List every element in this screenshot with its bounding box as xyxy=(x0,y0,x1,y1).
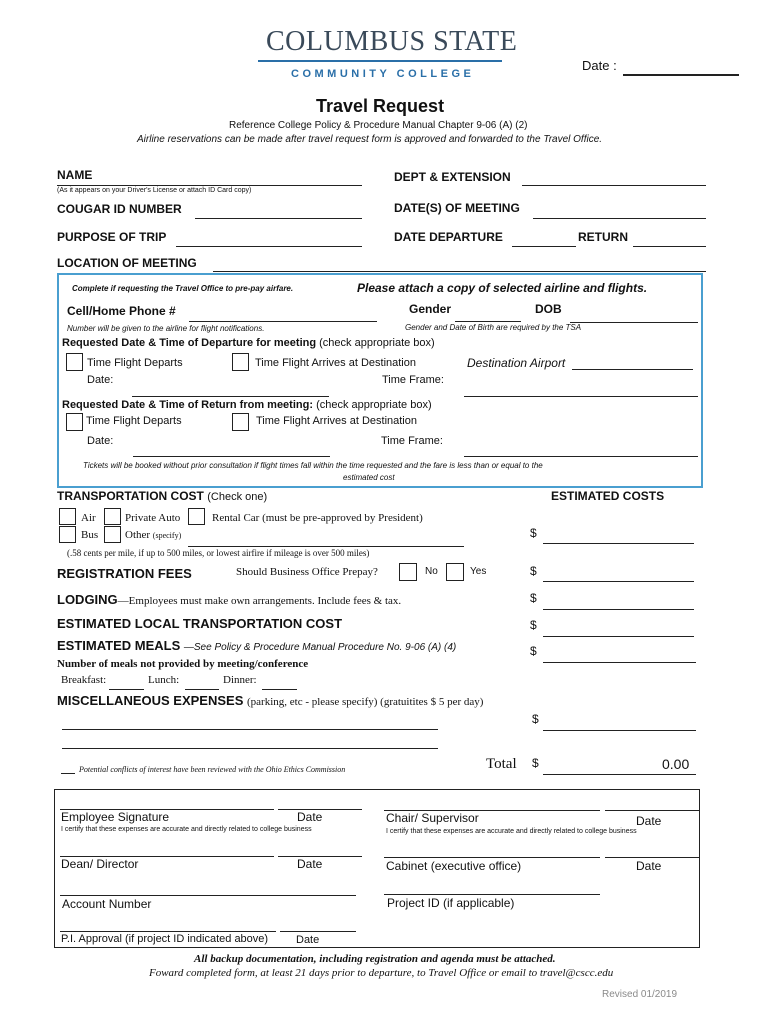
project-id-label: Project ID (if applicable) xyxy=(387,896,515,910)
prepay-yes-checkbox[interactable] xyxy=(446,563,464,581)
transport-other-text: Other xyxy=(125,529,151,541)
chair-date-label: Date xyxy=(636,814,662,828)
date-label: Date : xyxy=(582,58,617,73)
pi-date-label: Date xyxy=(296,934,320,946)
lunch-count-field[interactable] xyxy=(185,689,219,690)
transport-private-auto-label: Private Auto xyxy=(125,512,181,524)
destination-airport-field[interactable] xyxy=(572,369,693,370)
gender-label: Gender xyxy=(409,302,452,316)
departure-time-departs-label: Time Flight Departs xyxy=(87,357,183,369)
dinner-count-field[interactable] xyxy=(262,689,297,690)
meeting-dates-field[interactable] xyxy=(533,218,706,219)
meals-count-label: Number of meals not provided by meeting/conference xyxy=(57,658,309,670)
booking-note-line-1: Tickets will be booked without prior consultation if flight times fall within the time requested and the fare is less than or equal to the xyxy=(83,461,543,470)
total-dollar-sign: $ xyxy=(532,756,539,770)
meals-label: ESTIMATED MEALS xyxy=(57,638,181,653)
cabinet-label: Cabinet (executive office) xyxy=(386,859,522,873)
transport-cost-field[interactable] xyxy=(543,543,694,544)
prepay-no-checkbox[interactable] xyxy=(399,563,417,581)
prepay-question: Should Business Office Prepay? xyxy=(236,566,378,578)
cougar-id-field[interactable] xyxy=(195,218,362,219)
transport-dollar-sign: $ xyxy=(530,526,537,540)
departure-request-heading-rest: (check appropriate box) xyxy=(319,337,435,349)
prepay-airfare-note: Complete if requesting the Travel Office to pre-pay airfare. xyxy=(72,284,294,293)
meeting-location-label: LOCATION OF MEETING xyxy=(57,256,197,270)
dob-label: DOB xyxy=(535,302,562,316)
account-number-label: Account Number xyxy=(62,897,152,911)
account-number-field[interactable] xyxy=(60,895,356,896)
registration-fees-label: REGISTRATION FEES xyxy=(57,566,192,581)
employee-certification: I certify that these expenses are accurate and directly related to college business xyxy=(61,826,312,833)
registration-dollar-sign: $ xyxy=(530,564,537,578)
local-transport-cost-field[interactable] xyxy=(543,636,694,637)
departure-date-label: DATE DEPARTURE xyxy=(394,230,503,244)
purpose-field[interactable] xyxy=(176,246,362,247)
cabinet-signature-field[interactable] xyxy=(384,857,600,858)
misc-expenses-label: MISCELLANEOUS EXPENSES xyxy=(57,693,244,708)
cabinet-date-label: Date xyxy=(636,859,662,873)
gender-dob-note: Gender and Date of Birth are required by the TSA xyxy=(405,323,582,332)
airline-reservation-note: Airline reservations can be made after travel request form is approved and forwarded to the Travel Office. xyxy=(137,134,603,145)
return-date-field[interactable] xyxy=(633,246,706,247)
local-transport-label: ESTIMATED LOCAL TRANSPORTATION COST xyxy=(57,616,343,631)
chair-certification: I certify that these expenses are accurate and directly related to college business xyxy=(386,828,637,835)
logo-divider xyxy=(258,60,502,62)
cabinet-date-field[interactable] xyxy=(605,857,699,858)
gender-field[interactable] xyxy=(455,321,521,322)
transport-rental-car-label: Rental Car (must be pre-approved by President) xyxy=(212,512,423,524)
departure-time-frame-field[interactable] xyxy=(464,396,698,397)
prepay-no-label: No xyxy=(425,566,438,577)
transport-other-specify: (specify) xyxy=(152,531,182,540)
chair-date-field[interactable] xyxy=(605,810,699,811)
transport-other-checkbox[interactable] xyxy=(104,526,121,543)
transport-bus-label: Bus xyxy=(81,529,99,541)
departure-time-arrives-label: Time Flight Arrives at Destination xyxy=(255,357,416,369)
dept-extension-label: DEPT & EXTENSION xyxy=(394,170,511,184)
misc-dollar-sign: $ xyxy=(532,712,539,726)
return-date-time-field[interactable] xyxy=(133,456,330,457)
total-value: 0.00 xyxy=(662,756,690,772)
return-date-label: RETURN xyxy=(578,230,628,244)
conflict-note: Potential conflicts of interest have been reviewed with the Ohio Ethics Commission xyxy=(79,765,346,774)
transport-other-label xyxy=(125,529,181,541)
departure-request-heading xyxy=(62,337,435,349)
departure-time-frame-label: Time Frame: xyxy=(382,374,444,386)
departure-date-time-field[interactable] xyxy=(132,396,329,397)
forward-form-note: Foward completed form, at least 21 days prior to departure, to Travel Office or email to travel@cscc.edu xyxy=(149,967,614,979)
prepay-yes-label: Yes xyxy=(470,566,487,577)
pi-approval-label: P.I. Approval (if project ID indicated above) xyxy=(61,933,269,945)
transport-air-checkbox[interactable] xyxy=(59,508,76,525)
transport-rental-car-checkbox[interactable] xyxy=(188,508,205,525)
purpose-label: PURPOSE OF TRIP xyxy=(57,230,167,244)
local-transport-dollar-sign: $ xyxy=(530,618,537,632)
chair-supervisor-label: Chair/ Supervisor xyxy=(386,811,479,825)
phone-label: Cell/Home Phone # xyxy=(67,304,176,318)
return-time-arrives-checkbox[interactable] xyxy=(232,413,249,431)
college-logo-subtitle: COMMUNITY COLLEGE xyxy=(291,68,475,80)
registration-cost-field[interactable] xyxy=(543,581,694,582)
dinner-label: Dinner: xyxy=(223,674,257,686)
pi-date-field[interactable] xyxy=(280,931,356,932)
departure-time-arrives-checkbox[interactable] xyxy=(232,353,249,371)
return-request-heading-rest: (check appropriate box) xyxy=(316,399,432,411)
policy-reference: Reference College Policy & Procedure Manual Chapter 9-06 (A) (2) xyxy=(229,120,528,131)
estimated-costs-heading: ESTIMATED COSTS xyxy=(551,489,665,503)
lodging-heading xyxy=(57,592,401,607)
return-time-departs-label: Time Flight Departs xyxy=(86,415,182,427)
destination-airport-label: Destination Airport xyxy=(467,356,566,370)
total-label: Total xyxy=(486,756,517,772)
college-logo-name: COLUMBUS STATE xyxy=(266,26,518,57)
mileage-note: (.58 cents per mile, if up to 500 miles, or lowest airfire if mileage is over 500 miles) xyxy=(67,548,370,558)
departure-date-label-2: Date: xyxy=(87,374,114,386)
transport-other-field[interactable] xyxy=(188,546,464,547)
lunch-label: Lunch: xyxy=(148,674,180,686)
phone-field[interactable] xyxy=(189,321,377,322)
misc-expenses-note: (parking, etc - please specify) (gratuitites $ 5 per day) xyxy=(247,696,484,708)
backup-documentation-note: All backup documentation, including registration and agenda must be attached. xyxy=(194,953,556,965)
project-id-field[interactable] xyxy=(384,894,600,895)
transportation-check-one: (Check one) xyxy=(207,491,268,503)
employee-date-label: Date xyxy=(297,810,323,824)
form-title: Travel Request xyxy=(316,96,445,116)
dob-field[interactable] xyxy=(570,322,698,323)
total-field[interactable] xyxy=(543,774,696,775)
meals-note: —See Policy & Procedure Manual Procedure No. 9-06 (A) (4) xyxy=(183,642,457,653)
breakfast-label: Breakfast: xyxy=(61,674,107,686)
phone-note: Number will be given to the airline for flight notifications. xyxy=(67,324,265,333)
meals-cost-field[interactable] xyxy=(543,662,696,663)
return-request-heading-bold: Requested Date & Time of Return from meeting: xyxy=(62,399,313,411)
transportation-cost-heading xyxy=(57,489,267,503)
misc-expenses-field-1[interactable] xyxy=(62,729,438,730)
lodging-label: LODGING xyxy=(57,592,118,607)
lodging-cost-field[interactable] xyxy=(543,609,694,610)
breakfast-count-field[interactable] xyxy=(109,689,144,690)
return-date-label-2: Date: xyxy=(87,435,114,447)
return-time-frame-field[interactable] xyxy=(464,456,698,457)
transport-private-auto-checkbox[interactable] xyxy=(104,508,121,525)
meeting-dates-label: DATE(S) OF MEETING xyxy=(394,201,520,215)
dean-director-label: Dean/ Director xyxy=(61,857,139,871)
return-time-frame-label: Time Frame: xyxy=(381,435,443,447)
return-time-departs-checkbox[interactable] xyxy=(66,413,83,431)
departure-date-field[interactable] xyxy=(512,246,576,247)
name-field[interactable] xyxy=(57,185,362,186)
pi-approval-field[interactable] xyxy=(60,931,276,932)
misc-expenses-field-2[interactable] xyxy=(62,748,438,749)
name-label: NAME xyxy=(57,168,93,182)
dean-date-label: Date xyxy=(297,857,323,871)
misc-cost-field[interactable] xyxy=(543,730,696,731)
transport-bus-checkbox[interactable] xyxy=(59,526,76,543)
cougar-id-label: COUGAR ID NUMBER xyxy=(57,202,182,216)
meals-heading xyxy=(57,638,456,653)
attach-flights-note: Please attach a copy of selected airline and flights. xyxy=(357,281,648,295)
employee-signature-label: Employee Signature xyxy=(61,810,170,824)
revision-date: Revised 01/2019 xyxy=(602,989,678,1000)
meals-dollar-sign: $ xyxy=(530,644,537,658)
departure-time-departs-checkbox[interactable] xyxy=(66,353,83,371)
departure-request-heading-bold: Requested Date & Time of Departure for meeting xyxy=(62,337,317,349)
return-time-arrives-label: Time Flight Arrives at Destination xyxy=(256,415,417,427)
misc-expenses-heading xyxy=(57,693,483,708)
name-note: (As it appears on your Driver's License or attach ID Card copy) xyxy=(57,187,252,194)
lodging-note: —Employees must make own arrangements. Include fees & tax. xyxy=(117,595,402,607)
dept-extension-field[interactable] xyxy=(522,185,706,186)
lodging-dollar-sign: $ xyxy=(530,591,537,605)
return-request-heading xyxy=(62,399,432,411)
date-field[interactable] xyxy=(623,74,739,76)
booking-note-line-2: estimated cost xyxy=(343,473,395,482)
transportation-cost-label: TRANSPORTATION COST xyxy=(57,489,204,503)
meeting-location-field[interactable] xyxy=(213,271,706,272)
transport-air-label: Air xyxy=(81,512,96,524)
conflict-check-field[interactable] xyxy=(61,773,75,774)
